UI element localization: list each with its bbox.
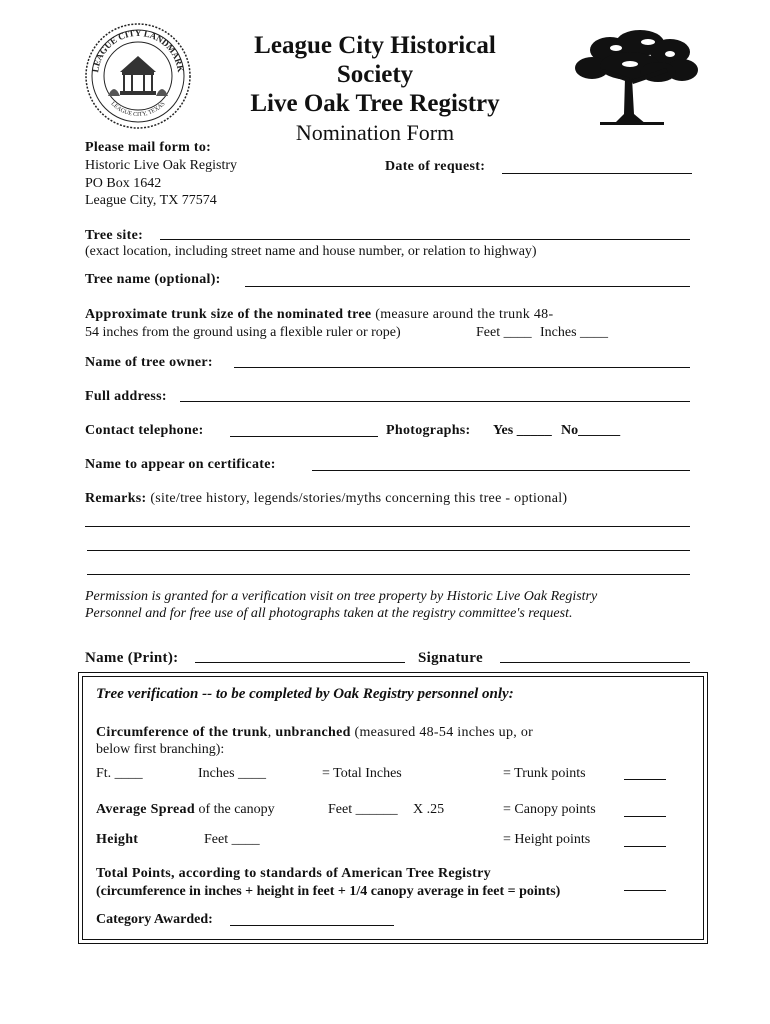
trunk-feet-field[interactable]: Feet ____ <box>476 325 532 340</box>
remarks-note: (site/tree history, legends/stories/myths concerning this tree - optional) <box>150 491 568 506</box>
remarks-label: Remarks: <box>85 491 147 506</box>
remarks-line-3[interactable] <box>87 574 690 575</box>
category-label: Category Awarded: <box>96 912 213 927</box>
spread-feet-field[interactable]: Feet ______ <box>328 802 398 817</box>
total-points-field[interactable] <box>624 890 666 891</box>
date-label: Date of request: <box>385 159 486 174</box>
circ-ft-field[interactable]: Ft. ____ <box>96 766 143 781</box>
seal-logo <box>84 22 192 130</box>
telephone-label: Contact telephone: <box>85 423 204 438</box>
title-line-3: Live Oak Tree Registry <box>250 90 500 117</box>
mail-line-3: League City, TX 77574 <box>85 193 217 208</box>
remarks-text <box>85 491 567 507</box>
spread-rest: of the canopy <box>198 802 275 817</box>
circ-inches-field[interactable]: Inches ____ <box>198 766 267 781</box>
form-subtitle: Nomination Form <box>295 120 455 145</box>
canopy-points-field[interactable] <box>624 816 666 817</box>
tree-site-note: (exact location, including street name and house number, or relation to highway) <box>85 244 537 259</box>
spread-label: Average Spread <box>96 802 195 817</box>
owner-label: Name of tree owner: <box>85 355 213 370</box>
verification-title: Tree verification -- to be completed by Oak Registry personnel only: <box>96 686 514 702</box>
height-label: Height <box>96 832 139 847</box>
remarks-line-1[interactable] <box>85 526 690 527</box>
total-points-line-1: Total Points, according to standards of American Tree Registry <box>96 866 491 881</box>
trunk-points-field[interactable] <box>624 779 666 780</box>
remarks-line-2[interactable] <box>87 550 690 551</box>
name-print-label: Name (Print): <box>85 650 179 666</box>
circumference-label: Circumference of the trunk <box>96 725 268 740</box>
tree-site-field[interactable] <box>160 225 690 240</box>
height-feet-field[interactable]: Feet ____ <box>204 832 260 847</box>
title-line-2: Society <box>336 61 414 88</box>
mail-line-1: Historic Live Oak Registry <box>85 158 238 173</box>
trunk-size-label: Approximate trunk size of the nominated tree <box>85 307 372 322</box>
date-field[interactable] <box>502 159 692 174</box>
height-points-field[interactable] <box>624 846 666 847</box>
owner-field[interactable] <box>234 353 690 368</box>
spread-multiplier: X .25 <box>413 802 445 817</box>
svg-text:LEAGUE CITY LANDMARK: LEAGUE CITY LANDMARK <box>90 27 186 73</box>
circumference-label-2: unbranched <box>275 725 351 740</box>
photographs-yes-field[interactable]: Yes _____ <box>493 423 552 438</box>
trunk-size-note-1: (measure around the trunk 48- <box>375 307 554 322</box>
telephone-field[interactable] <box>230 422 378 437</box>
trunk-size-note-2: 54 inches from the ground using a flexible ruler or rope) <box>85 325 401 340</box>
address-label: Full address: <box>85 389 167 404</box>
mail-line-2: PO Box 1642 <box>85 176 162 191</box>
svg-text:LEAGUE CITY, TEXAS: LEAGUE CITY, TEXAS <box>109 101 167 119</box>
photographs-no-field[interactable]: No______ <box>561 423 621 438</box>
title-line-1: League City Historical <box>254 32 496 59</box>
tree-name-field[interactable] <box>245 272 690 287</box>
name-print-field[interactable] <box>195 648 405 663</box>
certificate-label: Name to appear on certificate: <box>85 457 276 472</box>
permission-line-1: Permission is granted for a verification visit on tree property by Historic Live Oak Registry <box>85 589 598 604</box>
total-points-line-2: (circumference in inches + height in feet + 1/4 canopy average in feet = points) <box>96 884 561 899</box>
trunk-points-label: = Trunk points <box>503 766 586 781</box>
circumference-note-2: below first branching): <box>96 742 225 757</box>
signature-field[interactable] <box>500 648 690 663</box>
circumference-note-1: (measured 48-54 inches up, or <box>354 725 534 740</box>
spread-text <box>96 802 275 818</box>
tree-site-label: Tree site: <box>85 228 144 243</box>
signature-label: Signature <box>418 650 483 666</box>
total-inches-label: = Total Inches <box>322 766 402 781</box>
permission-line-2: Personnel and for free use of all photographs taken at the registry committee's request. <box>85 606 573 621</box>
address-field[interactable] <box>180 387 690 402</box>
trunk-size-text <box>85 307 553 323</box>
certificate-field[interactable] <box>312 456 690 471</box>
trunk-inches-field[interactable]: Inches ____ <box>540 325 609 340</box>
category-field[interactable] <box>230 911 394 926</box>
oak-tree-icon <box>570 28 700 128</box>
canopy-points-label: = Canopy points <box>503 802 596 817</box>
circumference-text: Circumference of the trunk, unbranched (measured 48-54 inches up, or <box>96 725 534 740</box>
height-points-label: = Height points <box>503 832 591 847</box>
photographs-label: Photographs: <box>386 423 471 438</box>
tree-name-label: Tree name (optional): <box>85 272 221 287</box>
mail-label: Please mail form to: <box>85 140 212 155</box>
